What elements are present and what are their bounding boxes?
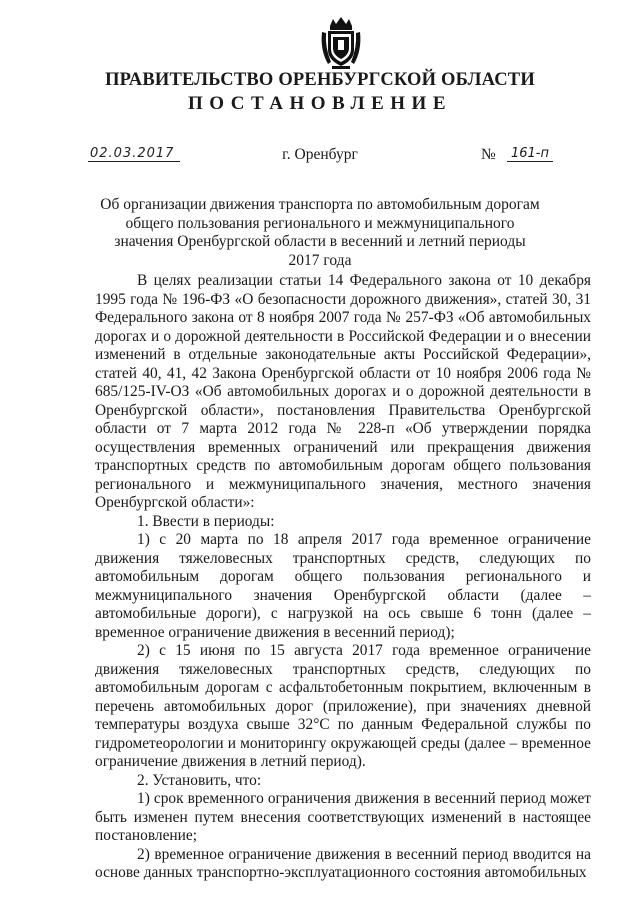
document-type: ПОСТАНОВЛЕНИЕ	[187, 93, 453, 114]
document-number: 161-п	[507, 146, 553, 162]
body-paragraph: 2) с 15 июня по 15 августа 2017 года временное ограничение движения тяжеловесных транспортных средств, следующих по автомобильным дорогам с асфальтобетонным покрытием, включенным в перечень автомобильных дорог (приложение), при значениях дневной температуры воздуха свыше 32°С по данным Федеральной службы по гидрометеорологии и мониторингу окружающей среды (далее – временное ограничение движения в летний период).	[95, 642, 591, 770]
document-date: 02.03.2017	[88, 146, 180, 162]
body-paragraph: 2) временное ограничение движения в весенний период вводится на основе данных транспортно-эксплуатационного состояния автомобильных	[95, 845, 591, 881]
document-body	[95, 272, 591, 883]
body-paragraph: 1. Ввести в периоды:	[137, 512, 275, 530]
body-paragraph: В целях реализации статьи 14 Федерального закона от 10 декабря 1995 года № 196-ФЗ «О безопасности дорожного движения», статей 30, 31 Федерального закона от 8 ноября 2007 года № 257-ФЗ «Об автомобильных дорогах и о дорожной деятельности в Российской Федерации и о внесении изменений в отдельные законодательные акты Российской Федерации», статей 40, 41, 42 Закона Оренбургской области от 10 ноября 2006 года № 685/125-IV-ОЗ «Об автомобильных дорогах и о дорожной деятельности в Оренбургской области», постановления Правительства Оренбургской области от 7 марта 2012 года № 228-п «Об утверждении порядка осуществления временных ограничений или прекращения движения транспортных средств по автомобильным дорогам общего пользования регионального и межмуниципального значения, местного значения Оренбургской области»:	[95, 272, 591, 511]
government-title: ПРАВИТЕЛЬСТВО ОРЕНБУРГСКОЙ ОБЛАСТИ	[105, 70, 535, 90]
body-paragraph: 2. Установить, что:	[137, 771, 262, 789]
document-subject: Об организации движения транспорта по автомобильным дорогам общего пользования регионального и межмуниципального значения Оренбургской области в весенний и летний периоды 2017 года	[100, 196, 540, 269]
document-meta	[0, 146, 640, 168]
document-number-label: №	[481, 146, 496, 163]
orenburg-coat-of-arms-icon	[318, 16, 364, 70]
body-paragraph: 1) срок временного ограничения движения в весенний период может быть изменен путем внесения соответствующих изменений в настоящее постановление;	[95, 790, 591, 844]
document-city: г. Оренбург	[282, 146, 358, 163]
body-paragraph: 1) с 20 марта по 18 апреля 2017 года временное ограничение движения тяжеловесных транспортных средств, следующих по автомобильным дорогам общего пользования регионального и межмуниципального значения Оренбургской области (далее – автомобильные дороги), с нагрузкой на ось свыше 6 тонн (далее – временное ограничение движения в весенний период);	[95, 531, 591, 641]
